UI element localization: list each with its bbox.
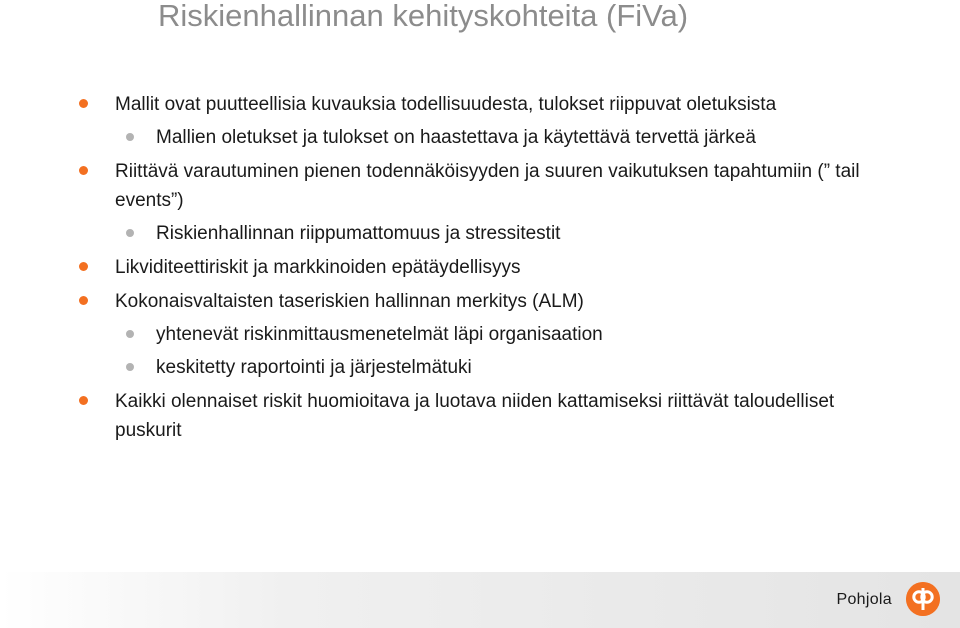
sub-bullet-item bbox=[0, 320, 900, 349]
sub-bullet-dot-icon bbox=[126, 330, 134, 338]
bullet-text: Likviditeettiriskit ja markkinoiden epätäydellisyys bbox=[115, 257, 521, 278]
sub-bullet-item bbox=[0, 123, 900, 152]
bullet-dot-icon bbox=[79, 166, 88, 175]
bullet-item bbox=[0, 287, 900, 316]
sub-bullet-dot-icon bbox=[126, 363, 134, 371]
bullet-text: Kaikki olennaiset riskit huomioitava ja luotava niiden kattamiseksi riittävät taloudelliset puskurit bbox=[115, 391, 835, 441]
slide-title: Riskienhallinnan kehityskohteita (FiVa) bbox=[158, 0, 689, 33]
bullet-list bbox=[0, 90, 900, 445]
sub-bullet-item bbox=[0, 353, 900, 382]
bullet-item bbox=[0, 253, 900, 282]
bullet-text: yhtenevät riskinmittausmenetelmät läpi organisaation bbox=[156, 324, 603, 345]
bullet-dot-icon bbox=[79, 99, 88, 108]
bullet-text: Riittävä varautuminen pienen todennäköisyyden ja suuren vaikutuksen tapahtumiin (” tail events”) bbox=[115, 161, 860, 211]
bullet-dot-icon bbox=[79, 262, 88, 271]
bullet-text: keskitetty raportointi ja järjestelmätuki bbox=[156, 357, 472, 378]
footer-bar bbox=[0, 572, 960, 628]
bullet-dot-icon bbox=[79, 396, 88, 405]
sub-bullet-item bbox=[0, 219, 900, 248]
bullet-item bbox=[0, 157, 900, 215]
bullet-text: Mallien oletukset ja tulokset on haastettava ja käytettävä tervettä järkeä bbox=[156, 127, 756, 148]
bullet-text: Mallit ovat puutteellisia kuvauksia todellisuudesta, tulokset riippuvat oletuksista bbox=[115, 94, 777, 115]
bullet-text: Riskienhallinnan riippumattomuus ja stressitestit bbox=[156, 223, 561, 244]
bullet-text: Kokonaisvaltaisten taseriskien hallinnan merkitys (ALM) bbox=[115, 291, 584, 312]
sub-bullet-dot-icon bbox=[126, 229, 134, 237]
sub-bullet-dot-icon bbox=[126, 133, 134, 141]
bullet-dot-icon bbox=[79, 296, 88, 305]
pohjola-logo-icon bbox=[906, 582, 940, 616]
bullet-item bbox=[0, 387, 900, 445]
brand-name: Pohjola bbox=[836, 591, 892, 608]
bullet-item bbox=[0, 90, 900, 119]
